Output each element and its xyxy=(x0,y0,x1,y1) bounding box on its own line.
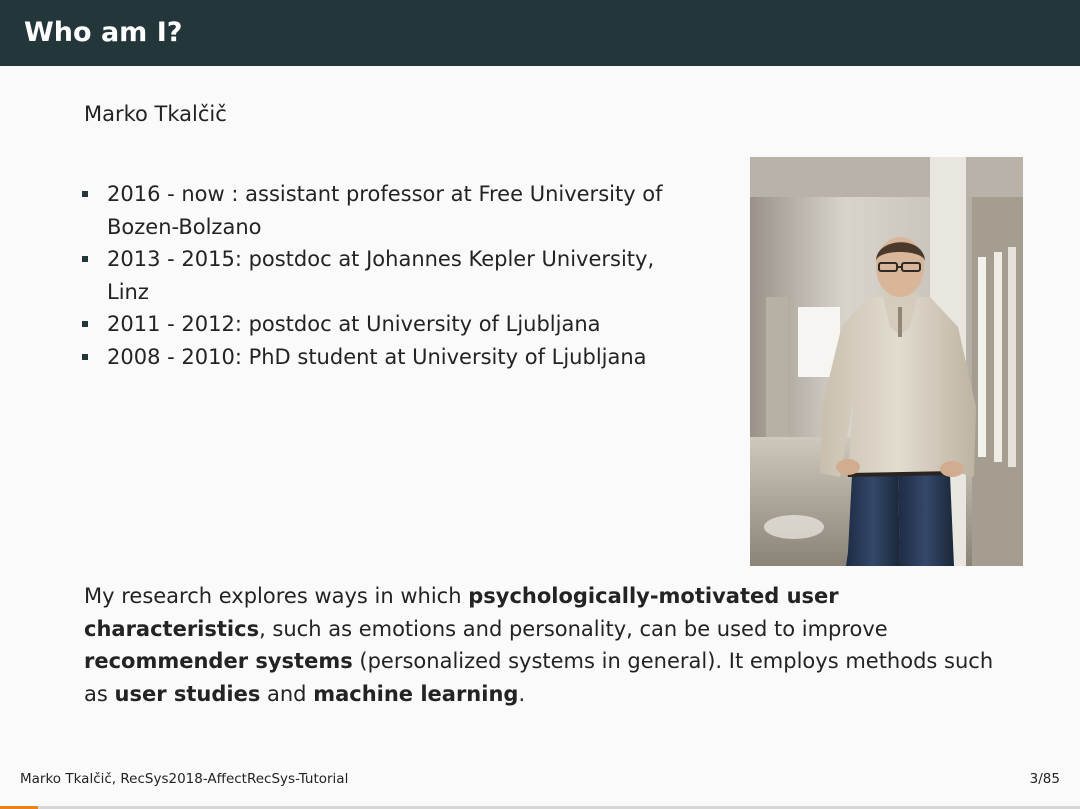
career-list xyxy=(80,178,680,373)
research-text: (personalized systems in general). It employs methods such as xyxy=(84,649,994,706)
research-highlight: psychologically-motivated user characteristics xyxy=(84,584,839,641)
list-item xyxy=(80,178,680,243)
list-item xyxy=(80,243,680,308)
author-name: Marko Tkalčič xyxy=(84,102,227,126)
square-bullet-icon xyxy=(82,354,88,360)
research-highlight: user studies xyxy=(114,681,261,706)
portrait-photo xyxy=(750,157,1023,566)
page-number: 3/85 xyxy=(1029,771,1060,787)
footer-title: Marko Tkalčič, RecSys2018-AffectRecSys-Tutorial xyxy=(20,771,349,787)
title-bar xyxy=(0,0,1080,66)
slide-title: Who am I? xyxy=(24,17,183,48)
list-item xyxy=(80,341,680,374)
square-bullet-icon xyxy=(82,256,88,262)
research-text: . xyxy=(518,681,526,706)
research-text: My research explores ways in which xyxy=(84,584,469,608)
research-highlight: machine learning xyxy=(313,681,519,706)
research-text: and xyxy=(260,681,314,706)
list-item-text: 2011 - 2012: postdoc at University of Ljubljana xyxy=(107,312,601,336)
list-item-text: 2008 - 2010: PhD student at University of Ljubljana xyxy=(107,344,647,369)
research-text: , such as emotions and personality, can be used to improve xyxy=(259,616,888,641)
list-item-text: 2016 - now : assistant professor at Free University of Bozen-Bolzano xyxy=(107,182,663,239)
list-item xyxy=(80,308,680,341)
research-description xyxy=(84,580,994,710)
list-item-text: 2013 - 2015: postdoc at Johannes Kepler University, Linz xyxy=(107,247,655,304)
research-highlight: recommender systems xyxy=(84,649,353,673)
square-bullet-icon xyxy=(82,191,88,197)
square-bullet-icon xyxy=(82,321,88,327)
